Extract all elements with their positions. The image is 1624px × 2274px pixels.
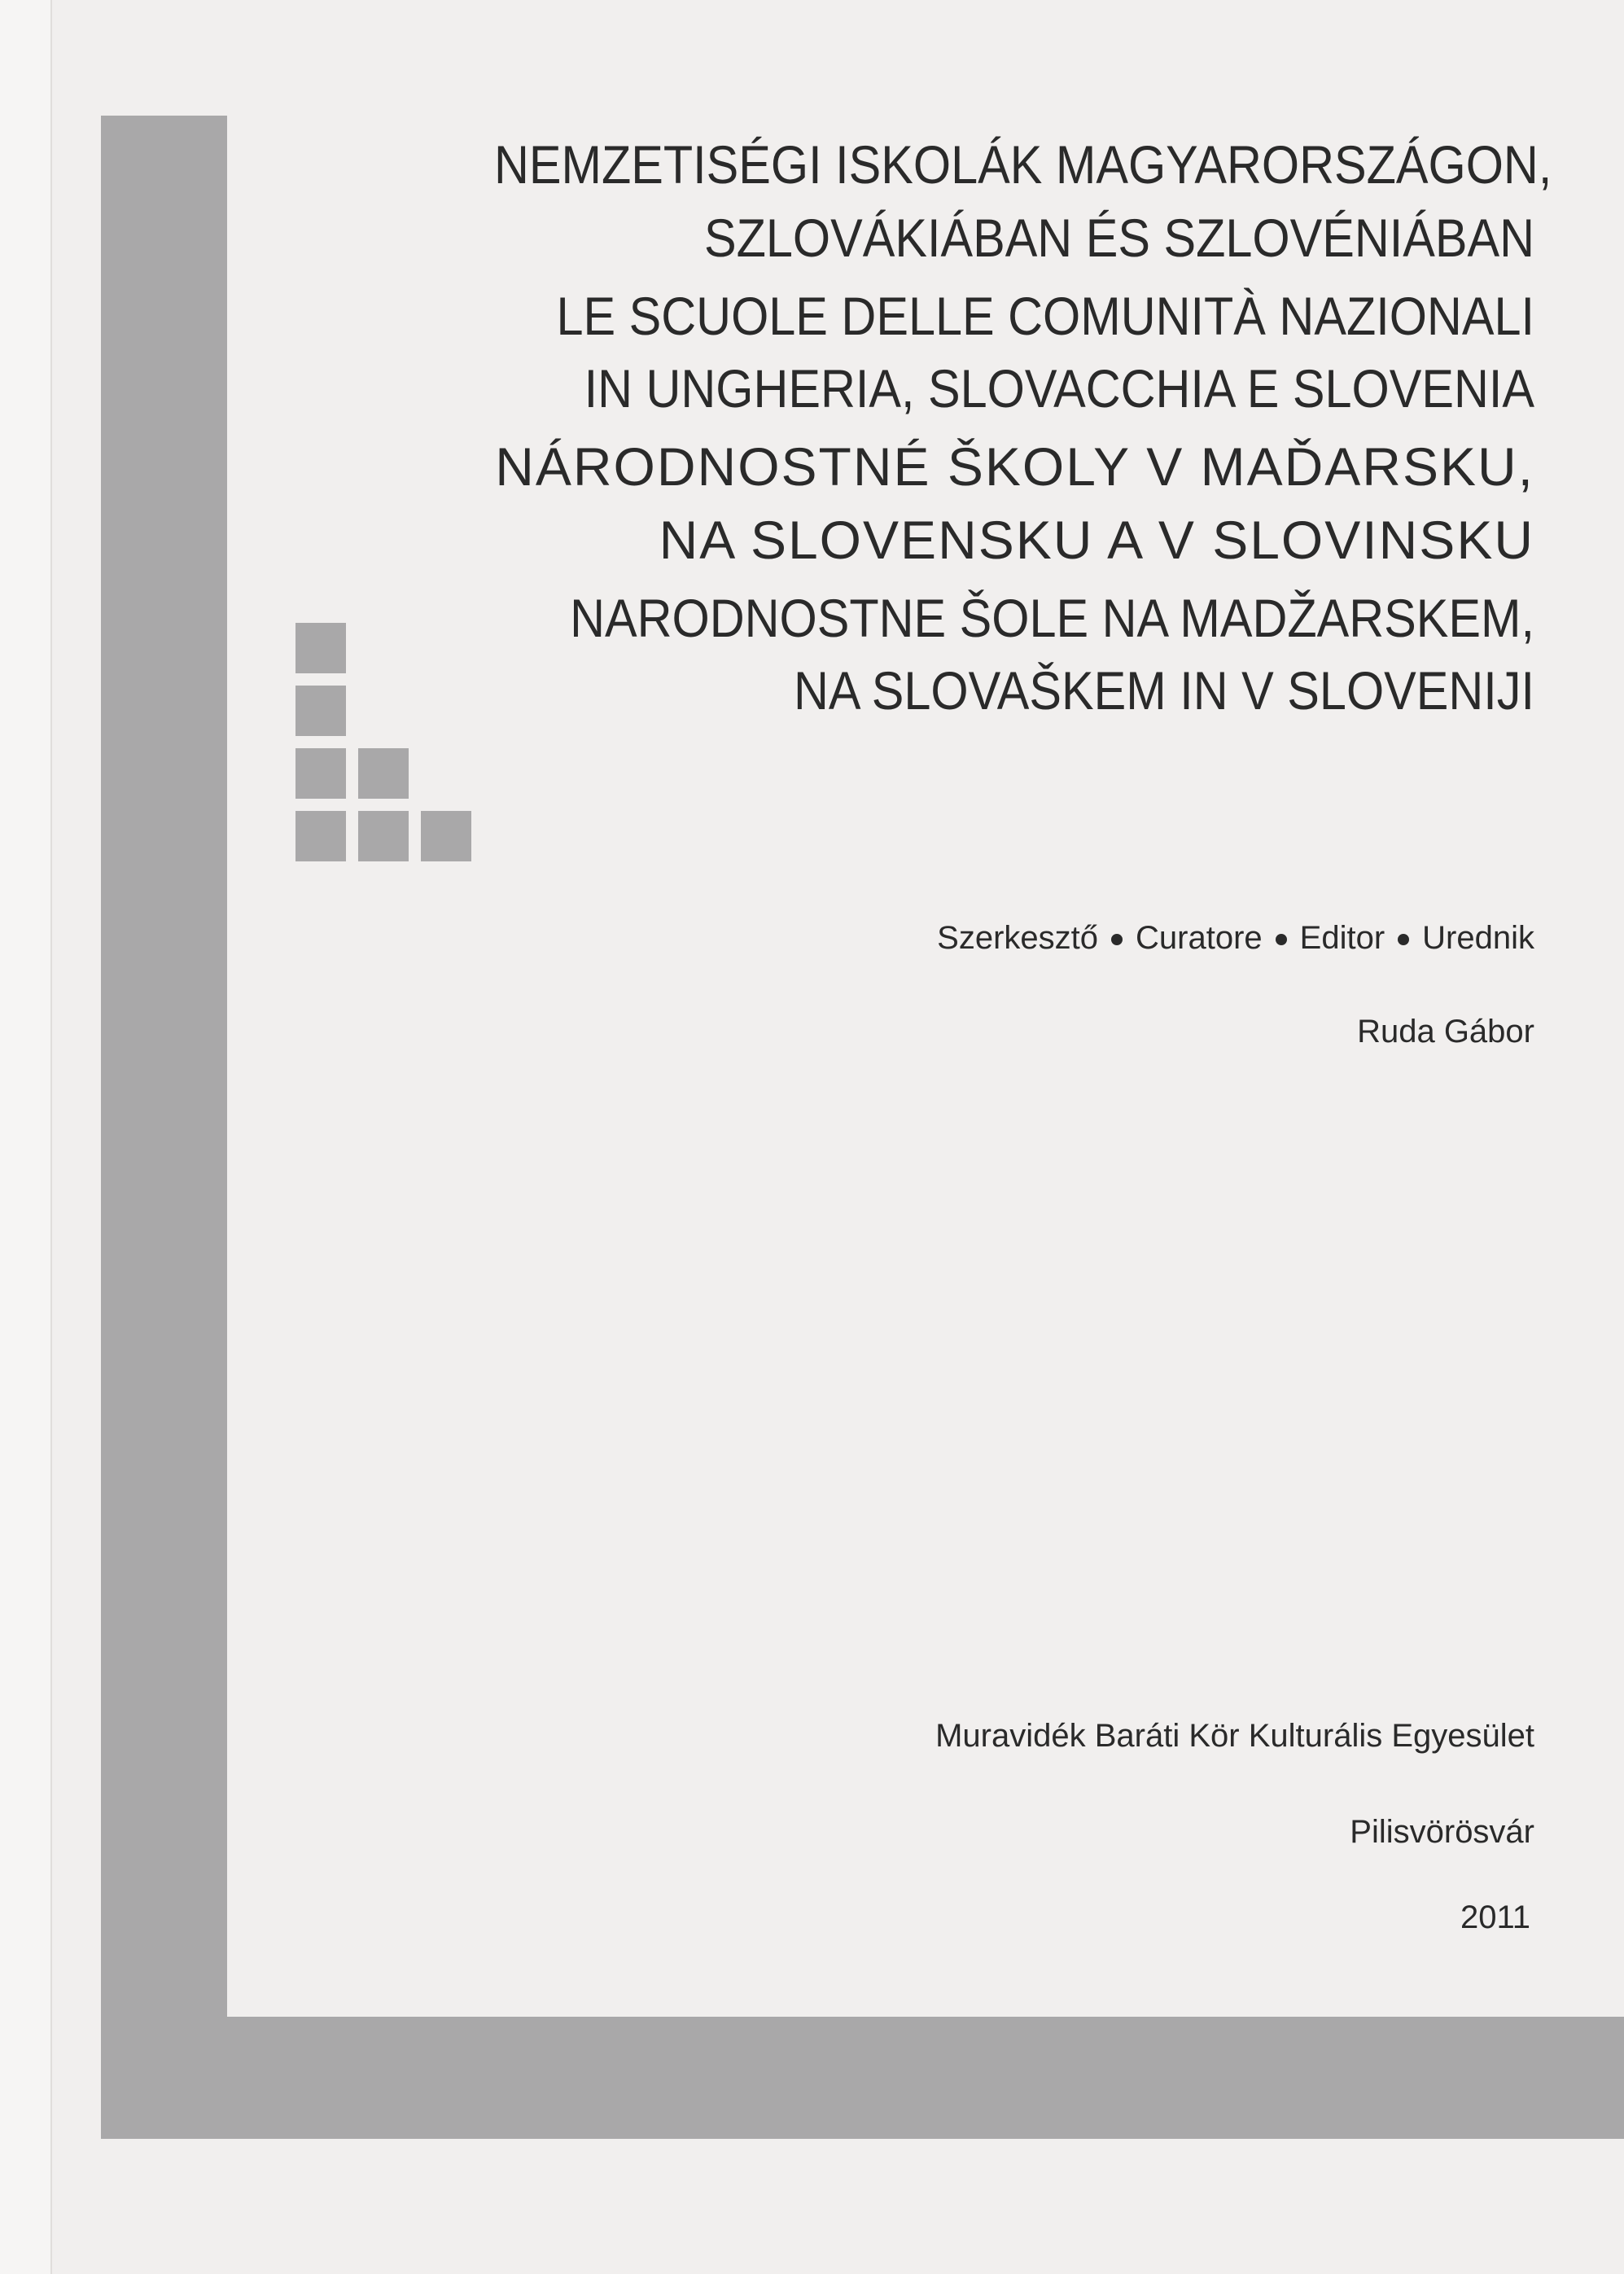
page-edge <box>0 0 52 2274</box>
decorative-square <box>358 748 409 799</box>
title-line: NA SLOVAŠKEM IN V SLOVENIJI <box>794 660 1534 721</box>
title-line: SZLOVÁKIÁBAN ÉS SZLOVÉNIÁBAN <box>703 207 1534 268</box>
editor-role: Urednik <box>1422 920 1534 956</box>
title-line: IN UNGHERIA, SLOVACCHIA E SLOVENIA <box>584 358 1534 419</box>
title-line: NÁRODNOSTNÉ ŠKOLY V MAĎARSKU, <box>495 436 1534 497</box>
title-line: NEMZETISÉGI ISKOLÁK MAGYARORSZÁGON, <box>494 134 1552 195</box>
title-block <box>379 129 1552 733</box>
editor-role: Szerkesztő <box>937 920 1099 956</box>
bullet-icon <box>1276 934 1287 945</box>
decorative-horizontal-bar <box>101 2017 1624 2139</box>
editor-name: Ruda Gábor <box>1357 1014 1534 1049</box>
decorative-square <box>295 811 346 861</box>
decorative-square <box>295 686 346 736</box>
editor-role: Editor <box>1299 920 1385 956</box>
title-hungarian <box>379 129 1552 275</box>
title-italian <box>379 280 1534 427</box>
decorative-square <box>358 811 409 861</box>
title-line: NARODNOSTNE ŠOLE NA MADŽARSKEM, <box>570 587 1534 648</box>
publication-place: Pilisvörösvár <box>1350 1814 1534 1850</box>
editor-roles <box>937 920 1534 957</box>
decorative-square <box>295 623 346 673</box>
title-slovenian <box>379 582 1534 729</box>
decorative-vertical-bar <box>101 116 227 2139</box>
title-line: NA SLOVENSKU A V SLOVINSKU <box>659 509 1534 570</box>
decorative-square <box>421 811 471 861</box>
bullet-icon <box>1398 934 1409 945</box>
publisher: Muravidék Baráti Kör Kulturális Egyesület <box>935 1718 1534 1754</box>
title-slovak <box>379 431 1534 577</box>
publication-year: 2011 <box>1460 1899 1530 1935</box>
bullet-icon <box>1111 934 1123 945</box>
decorative-square <box>295 748 346 799</box>
title-line: LE SCUOLE DELLE COMUNITÀ NAZIONALI <box>556 285 1534 346</box>
editor-role: Curatore <box>1136 920 1263 956</box>
